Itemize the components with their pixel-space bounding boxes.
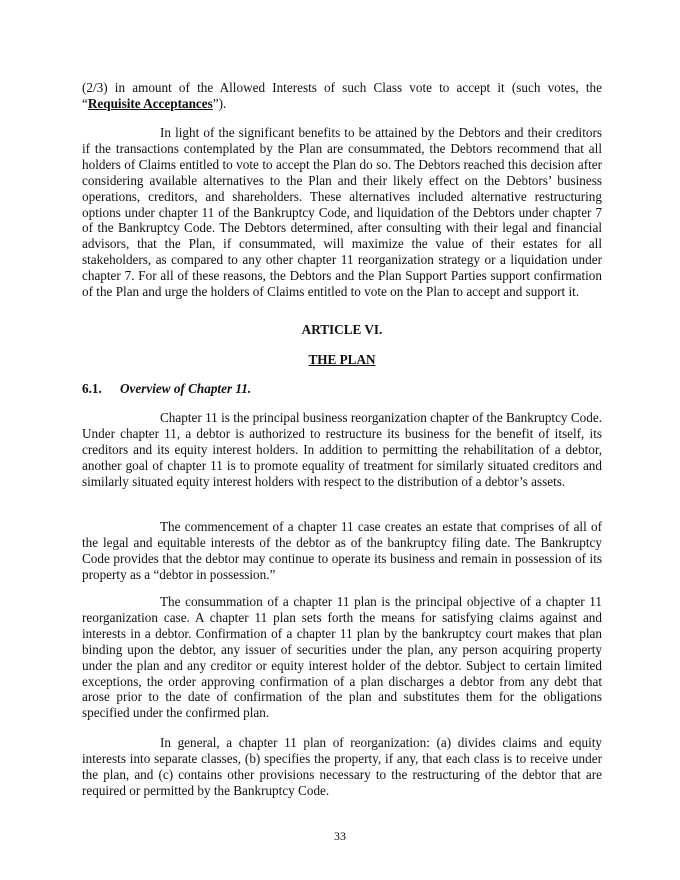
article-title (82, 352, 602, 368)
section-title: Overview of Chapter 11. (120, 381, 252, 396)
paragraph-text: ”). (212, 95, 227, 111)
paragraph-plan-contents: In general, a chapter 11 plan of reorganization: (a) divides claims and equity interests into separate classes, (b) specifies the property, if any, that each class is to receive under the plan, and (c) contains other provisions necessary to the restructuring of the debtor that are required or permitted by the Bankruptcy Code. (82, 735, 602, 798)
section-number: 6.1. (82, 381, 102, 396)
paragraph-commencement: The commencement of a chapter 11 case creates an estate that comprises of all of the legal and equitable interests of the debtor as of the bankruptcy filing date. The Bankruptcy Code provides that the debtor may continue to operate its business and remain in possession of its property as a “debtor in possession.” (82, 519, 602, 582)
paragraph-text: (2/3) in amount of the Allowed Interests of such Class vote to accept it (such votes, the “ (82, 80, 602, 111)
paragraph-chapter-11-overview: Chapter 11 is the principal business reorganization chapter of the Bankruptcy Code. Under chapter 11, a debtor is authorized to restructure its business for the benefit of itself, its creditors and its equity interest holders. In addition to permitting the rehabilitation of a debtor, another goal of chapter 11 is to promote equality of treatment for similarly situated creditors and similarly situated equity interest holders with respect to the distribution of a debtor’s assets. (82, 410, 602, 489)
article-title-text: THE PLAN (308, 352, 376, 367)
page-number: 33 (334, 829, 346, 843)
section-heading (82, 381, 251, 397)
paragraph-requisite-acceptances (82, 80, 602, 112)
paragraph-consummation: The consummation of a chapter 11 plan is the principal objective of a chapter 11 reorganization case. A chapter 11 plan sets forth the means for satisfying claims against and interests in a debtor. Confirmation of a chapter 11 plan by the bankruptcy court makes that plan binding upon the debtor, any issuer of securities under the plan, any person acquiring property under the plan and any creditor or equity interest holder of the debtor. Subject to certain limited exceptions, the order approving confirmation of a plan discharges a debtor from any debt that arose prior to the date of confirmation of the plan and substitutes them for the obligations specified under the confirmed plan. (82, 594, 602, 721)
defined-term: Requisite Acceptances (87, 95, 213, 111)
article-heading: ARTICLE VI. (301, 322, 383, 337)
paragraph-recommendation: In light of the significant benefits to be attained by the Debtors and their creditors if the transactions contemplated by the Plan are consummated, the Debtors recommend that all holders of Claims entitled to vote to accept the Plan do so. The Debtors reached this decision after considering available alternatives to the Plan and their likely effect on the Debtors’ business operations, creditors, and shareholders. These alternatives included alternative restructuring options under chapter 11 of the Bankruptcy Code, and liquidation of the Debtors under chapter 7 of the Bankruptcy Code. The Debtors determined, after consulting with their legal and financial advisors, that the Plan, if consummated, will maximize the value of their estates for all stakeholders, as compared to any other chapter 11 reorganization strategy or a liquidation under chapter 7. For all of these reasons, the Debtors and the Plan Support Parties support confirmation of the Plan and urge the holders of Claims entitled to vote on the Plan to accept and support it. (82, 125, 602, 300)
